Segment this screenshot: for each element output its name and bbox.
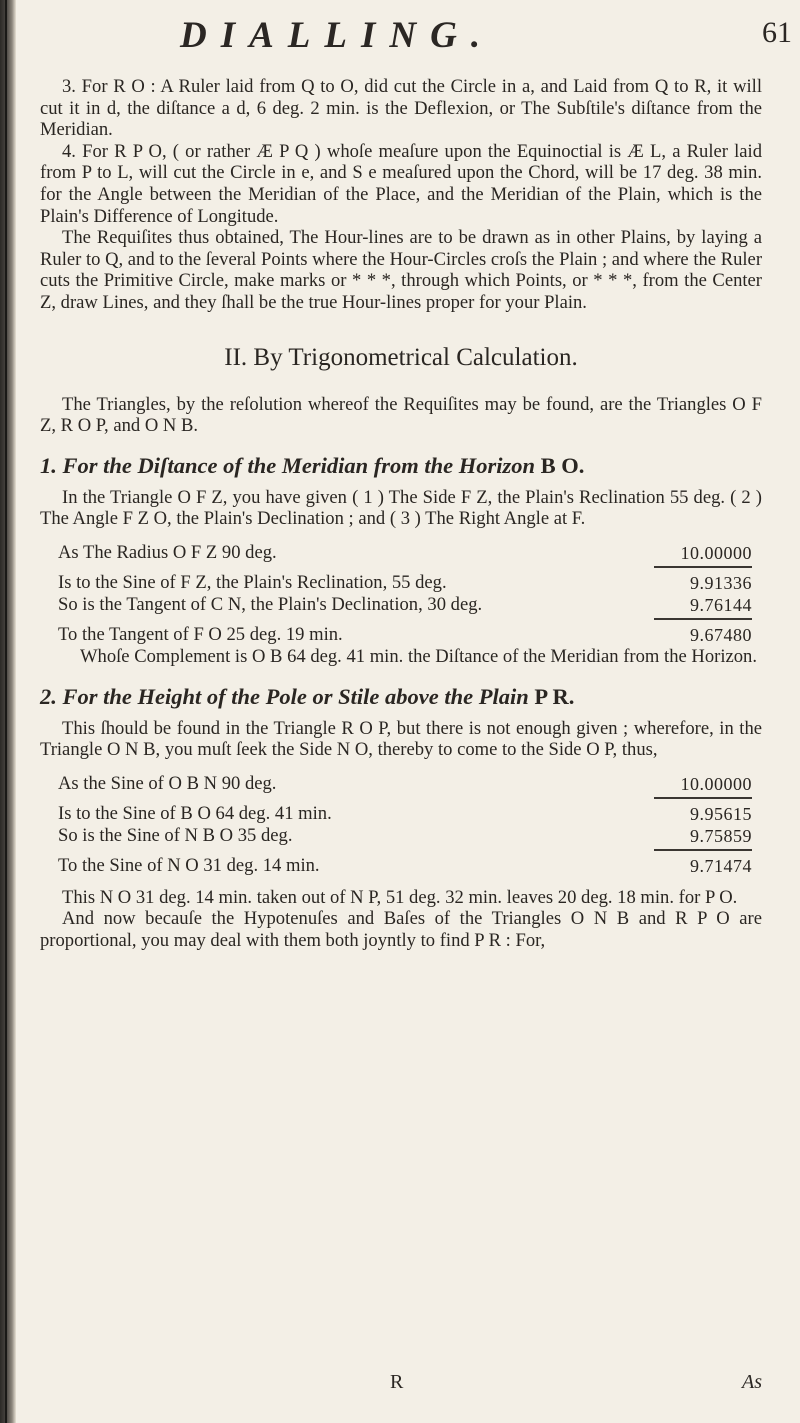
part-heading-text: 2. For the Height of the Pole or Stile above the Plain bbox=[40, 683, 529, 709]
calc-label: Is to the Sine of B O 64 deg. 41 min. bbox=[58, 802, 332, 824]
book-page bbox=[40, 14, 792, 951]
rule-line bbox=[654, 566, 752, 568]
signature-mark: R bbox=[390, 1371, 404, 1393]
running-title: DIALLING. bbox=[180, 15, 495, 56]
calc-value: 10.00000 bbox=[680, 773, 752, 794]
rule-row bbox=[58, 618, 762, 620]
catchword: As bbox=[742, 1371, 762, 1393]
calc-label: As the Sine of O B N 90 deg. bbox=[58, 772, 277, 794]
calc-value: 9.75859 bbox=[690, 825, 752, 846]
part-heading-tail: P R. bbox=[534, 683, 575, 709]
calc-value: 9.95615 bbox=[690, 803, 752, 824]
rule-line bbox=[654, 797, 752, 799]
paragraph: This N O 31 deg. 14 min. taken out of N P, 51 deg. 32 min. leaves 20 deg. 18 min. for P O. bbox=[62, 886, 738, 908]
calc-value: 9.91336 bbox=[690, 572, 752, 593]
page-footer bbox=[40, 1371, 762, 1401]
spine-edge bbox=[5, 0, 7, 1423]
calc-row bbox=[58, 825, 762, 847]
rule-row bbox=[58, 797, 762, 799]
rule-line bbox=[654, 849, 752, 851]
rule-line bbox=[654, 618, 752, 620]
calc-label: So is the Sine of N B O 35 deg. bbox=[58, 824, 293, 846]
calc-label: Is to the Sine of F Z, the Plain's Reclination, 55 deg. bbox=[58, 571, 447, 593]
calc-value: 9.76144 bbox=[690, 594, 752, 615]
calc-note: Whoſe Complement is O B 64 deg. 41 min. the Diſtance of the Meridian from the Horizon. bbox=[80, 645, 757, 667]
calculation-block bbox=[58, 773, 762, 877]
paragraph: The Requiſites thus obtained, The Hour-lines are to be drawn as in other Plains, by laying a Ruler to Q, and to the ſeveral Points where the Hour-Circles croſs the Plain ; and where the Ruler cuts the Primitive Circle, make marks or * * *, through which Points, or * * *, from the Center Z, draw Lines, and they ſhall be the true Hour-lines proper for your Plain. bbox=[40, 227, 763, 313]
paragraph: This ſhould be found in the Triangle R O P, but there is not enough given ; wherefore, in the Triangle O N B, you muſt ſeek the Side N O, thereby to come to the Side O P, thus, bbox=[40, 717, 762, 761]
calc-row bbox=[58, 572, 762, 594]
section-title: II. By Trigonometrical Calculation. bbox=[224, 343, 578, 371]
section-intro: The Triangles, by the reſolution whereof the Requiſites may be found, are the Triangles O F Z, R O P, and O N B. bbox=[40, 393, 762, 437]
calc-value: 10.00000 bbox=[680, 542, 752, 563]
book-spine bbox=[0, 0, 16, 1423]
calc-label: To the Tangent of F O 25 deg. 19 min. bbox=[58, 623, 343, 645]
part-heading bbox=[40, 453, 762, 479]
rule-row bbox=[58, 566, 762, 568]
part-heading-text: 1. For the Diſtance of the Meridian from the Horizon bbox=[40, 452, 536, 478]
intro-block bbox=[40, 76, 762, 314]
paragraph: In the Triangle O F Z, you have given ( 1 ) The Side F Z, the Plain's Reclination 55 deg. ( 2 ) The Angle F Z O, the Plain's Declination ; and ( 3 ) The Right Angle at F. bbox=[40, 486, 762, 530]
paragraph: 3. For R O : A Ruler laid from Q to O, did cut the Circle in a, and Laid from Q to R, it will cut it in d, the diſtance a d, 6 deg. 2 min. is the Deflexion, or The Subſtile's diſtance from the Meridian. bbox=[40, 76, 762, 141]
page-header bbox=[40, 14, 792, 62]
calc-label: So is the Tangent of C N, the Plain's Declination, 30 deg. bbox=[58, 593, 483, 615]
paragraph: And now becauſe the Hypotenuſes and Baſes of the Triangles O N B and R P O are proportional, you may deal with them both joyntly to find P R : For, bbox=[40, 908, 762, 951]
calc-value: 9.71474 bbox=[690, 855, 752, 876]
calc-row bbox=[58, 773, 762, 795]
calc-label: As The Radius O F Z 90 deg. bbox=[58, 541, 277, 563]
calc-row bbox=[58, 803, 762, 825]
calc-row bbox=[58, 542, 762, 564]
part-heading-tail: B O. bbox=[540, 452, 585, 478]
paragraph: 4. For R P O, ( or rather Æ P Q ) whoſe meaſure upon the Equinoctial is Æ L, a Ruler laid from P to L, will cut the Circle in e, and S e meaſured upon the Chord, will be 17 deg. 38 min. for the Angle between the Meridian of the Place, and the Meridian of the Plain, which is the Plain's Difference of Longitude. bbox=[40, 140, 762, 227]
calc-row bbox=[58, 624, 762, 646]
page-number: 61 bbox=[762, 16, 792, 49]
calc-value: 9.67480 bbox=[690, 624, 752, 645]
calc-row bbox=[58, 855, 762, 877]
part-heading bbox=[40, 684, 762, 710]
calc-label: To the Sine of N O 31 deg. 14 min. bbox=[58, 854, 320, 876]
calculation-block bbox=[58, 542, 762, 668]
calc-row bbox=[58, 594, 762, 616]
rule-row bbox=[58, 849, 762, 851]
